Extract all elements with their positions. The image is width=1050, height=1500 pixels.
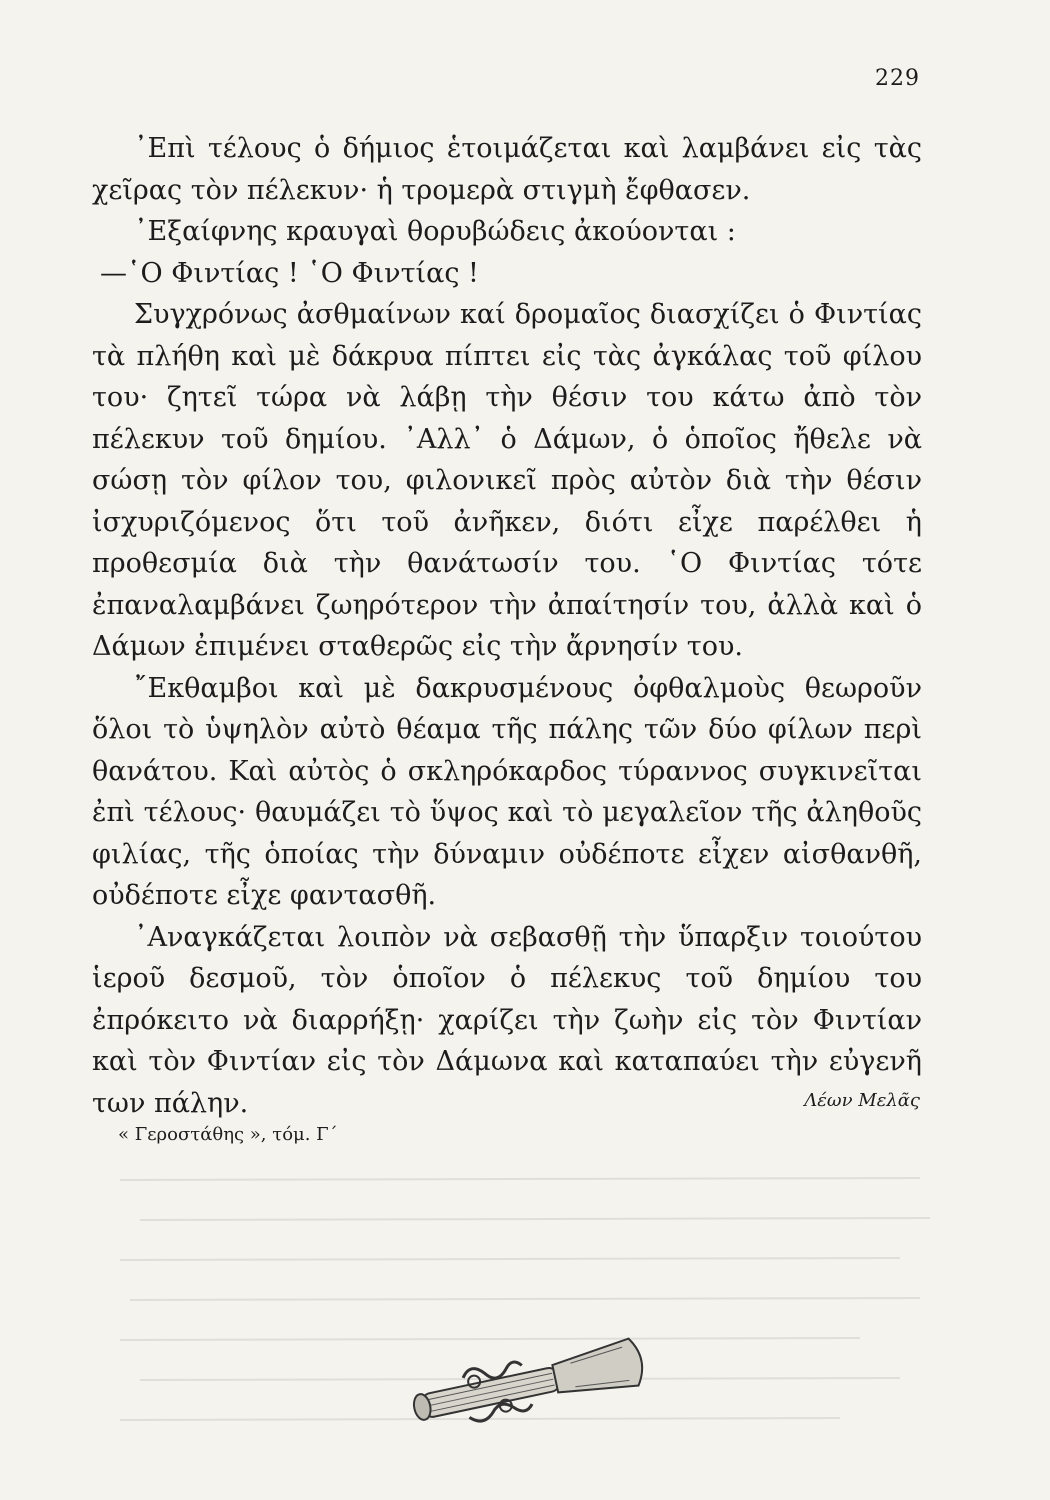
author-name: Λέων Μελᾶς [804, 1090, 920, 1111]
body-text [92, 128, 922, 1124]
page-number: 229 [875, 66, 920, 91]
paragraph-4: Συγχρόνως ἀσθμαίνων καί δρομαῖος διασχίζει ὁ Φιντίας τὰ πλήθη καὶ μὲ δάκρυα πίπτει εἰς τὰς ἀγκάλας τοῦ φίλου του· ζητεῖ τώρα νὰ λάβῃ τὴν θέσιν του κάτω ἀπὸ τὸν πέλεκυν τοῦ δημίου. ᾿Αλλ᾿ ὁ Δάμων, ὁ ὁποῖος ἤθελε νὰ σώσῃ τὸν φίλον του, φιλονικεῖ πρὸς αὐτὸν διὰ τὴν θέσιν ἰσχυριζόμενος ὅτι τοῦ ἀνῆκεν, διότι εἶχε παρέλθει ἡ προθεσμία διὰ τὴν θανάτωσίν του. ῾Ο Φιντίας τότε ἐπαναλαμβάνει ζωηρότερον τὴν ἀπαίτησίν του, ἀλλὰ καὶ ὁ Δάμων ἐπιμένει σταθερῶς εἰς τὴν ἄρνησίν του. [92, 299, 922, 662]
axe-vignette-icon [405, 1320, 655, 1440]
paragraph-5: ῎Εκθαμβοι καὶ μὲ δακρυσμένους ὀφθαλμοὺς θεωροῦν ὅλοι τὸ ὑψηλὸν αὐτὸ θέαμα τῆς πάλης τῶν δύο φίλων περὶ θανάτου. Καὶ αὐτὸς ὁ σκληρόκαρδος τύραννος συγκινεῖται ἐπὶ τέλους· θαυμάζει τὸ ὕψος καὶ τὸ μεγαλεῖον τῆς ἀληθοῦς φιλίας, τῆς ὁποίας τὴν δύναμιν οὐδέποτε εἶχεν αἰσθανθῆ, οὐδέποτε εἶχε φαντασθῆ. [92, 672, 922, 911]
paragraph-6: ᾿Αναγκάζεται λοιπὸν νὰ σεβασθῇ τὴν ὕπαρξιν τοιούτου ἱεροῦ δεσμοῦ, τὸν ὁποῖον ὁ πέλεκυς τοῦ δημίου του ἐπρόκειτο νὰ διαρρήξῃ· χαρίζει τὴν ζωὴν εἰς τὸν Φιντίαν καὶ τὸν Φιντίαν εἰς τὸν Δάμωνα καὶ καταπαύει τὴν εὐγενῆ των πάλην. [92, 921, 922, 1119]
paragraph-3-exclamation: —῾Ο Φιντίας ! ῾Ο Φιντίας ! [100, 257, 479, 289]
paragraph-1: ᾿Επὶ τέλους ὁ δήμιος ἑτοιμάζεται καὶ λαμβάνει εἰς τὰς χεῖρας τὸν πέλεκυν· ἡ τρομερὰ στιγμὴ ἔφθασεν. [92, 133, 922, 206]
source-citation: « Γεροστάθης », τόμ. Γ΄ [118, 1124, 338, 1145]
paragraph-2: ᾿Εξαίφνης κραυγαὶ θορυβώδεις ἀκούονται : [134, 216, 736, 247]
signature-block [0, 1090, 1050, 1150]
